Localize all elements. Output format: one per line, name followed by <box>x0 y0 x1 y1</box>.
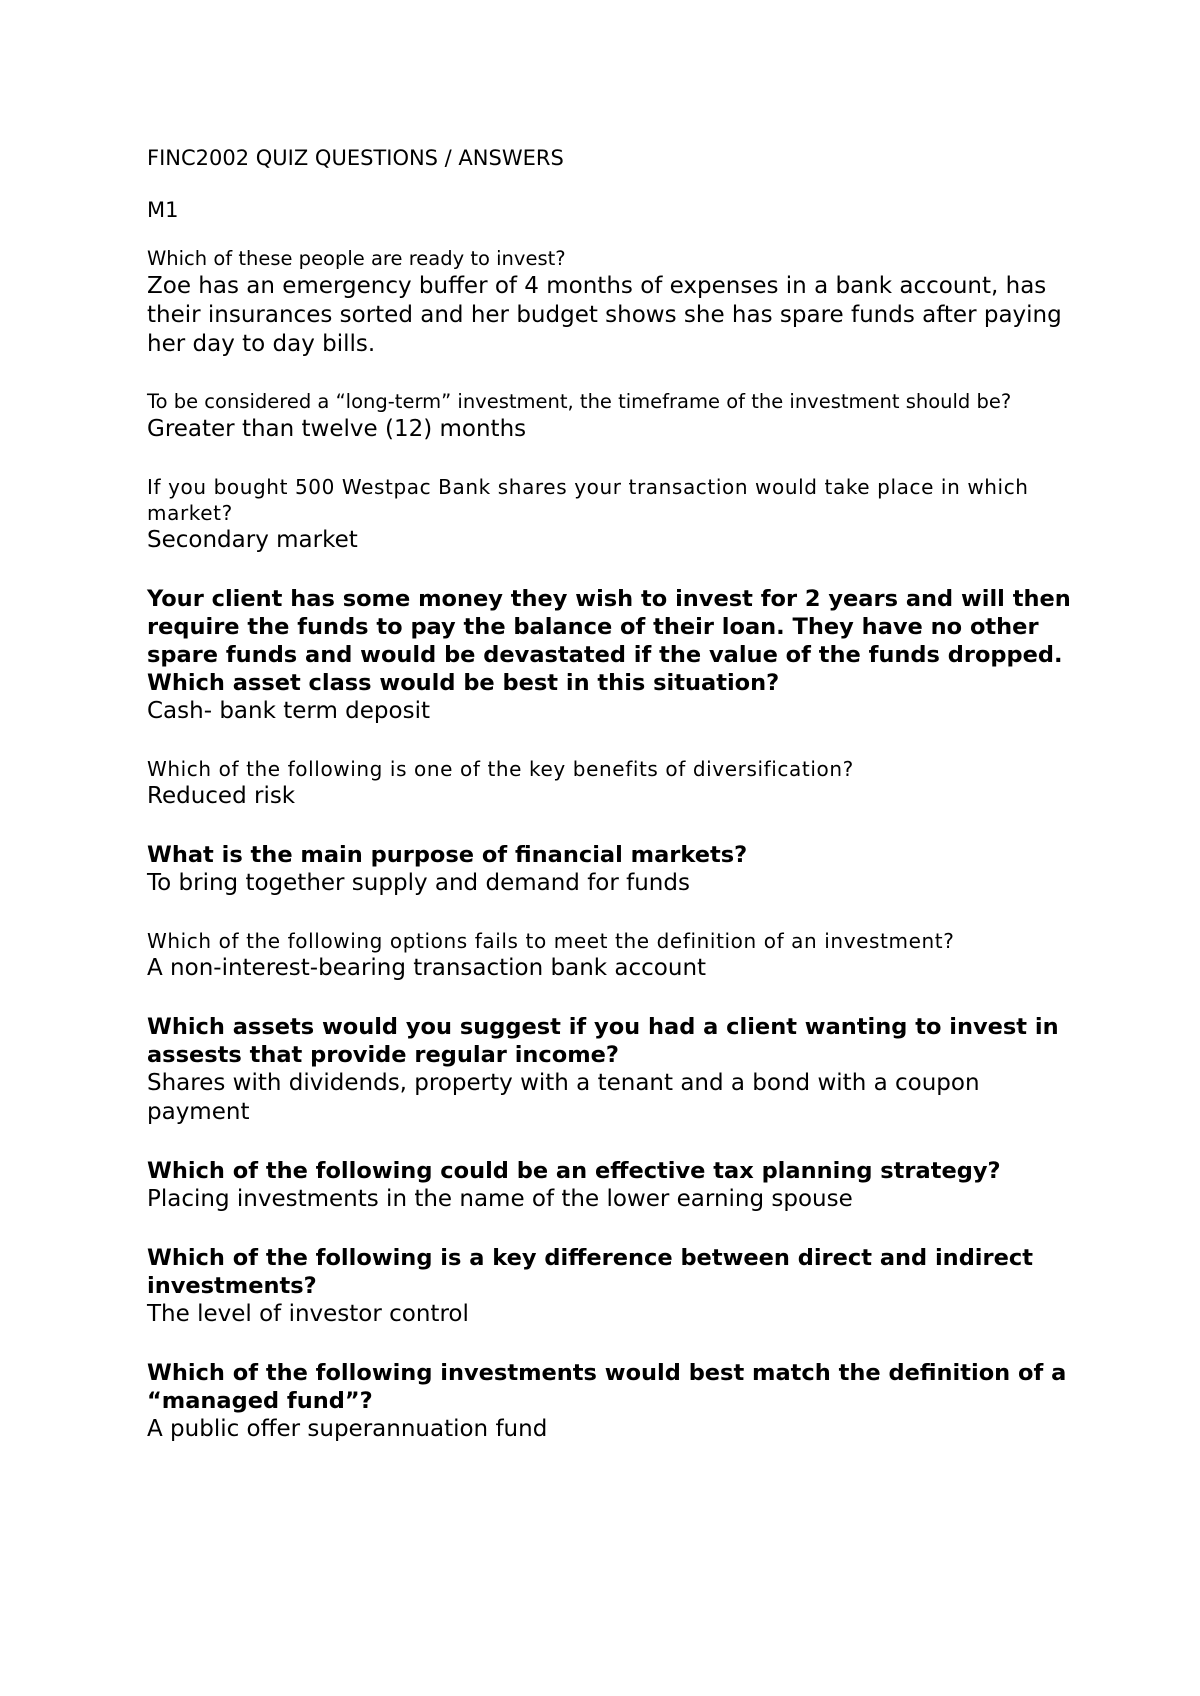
qa-item <box>147 1157 1077 1214</box>
question-text: To be considered a “long-term” investment, the timeframe of the investment should be? <box>147 390 1012 413</box>
question-text: Which of the following options fails to meet the definition of an investment? <box>147 929 955 953</box>
answer-text: To bring together supply and demand for funds <box>147 870 690 896</box>
question-text: Which assets would you suggest if you had a client wanting to invest in assests that provide regular income? <box>147 1014 1059 1068</box>
answer-text: Greater than twelve (12) months <box>147 416 527 442</box>
answer-text: Secondary market <box>147 527 358 553</box>
question-text: What is the main purpose of financial markets? <box>147 842 748 868</box>
answer-text: Reduced risk <box>147 783 296 809</box>
question-text: Which of the following could be an effective tax planning strategy? <box>147 1158 1001 1184</box>
answer-text: Zoe has an emergency buffer of 4 months of expenses in a bank account, has their insurances sorted and her budget shows she has spare funds after paying her day to day bills. <box>147 273 1062 357</box>
answer-text: A non-interest-bearing transaction bank account <box>147 955 707 981</box>
question-text: If you bought 500 Westpac Bank shares your transaction would take place in which market? <box>147 475 1029 525</box>
answer-text: A public offer superannuation fund <box>147 1416 548 1442</box>
document-page <box>147 143 1077 1474</box>
question-text: Which of these people are ready to invest? <box>147 247 566 270</box>
qa-item <box>147 474 1077 555</box>
qa-item <box>147 1359 1077 1444</box>
question-text: Your client has some money they wish to invest for 2 years and will then require the funds to pay the balance of their loan. They have no other spare funds and would be devastated if the value of the funds dropped. Which asset class would be best in this situation? <box>147 586 1071 696</box>
qa-item <box>147 756 1077 811</box>
qa-item <box>147 585 1077 726</box>
question-text: Which of the following is a key difference between direct and indirect investments? <box>147 1245 1033 1299</box>
answer-text: Cash- bank term deposit <box>147 698 430 724</box>
answer-text: Shares with dividends, property with a tenant and a bond with a coupon payment <box>147 1070 980 1125</box>
document-title: FINC2002 QUIZ QUESTIONS / ANSWERS <box>147 146 564 170</box>
qa-item <box>147 246 1077 359</box>
qa-item <box>147 389 1077 444</box>
module-heading: M1 <box>147 198 179 222</box>
qa-item <box>147 1244 1077 1329</box>
qa-item <box>147 1013 1077 1127</box>
answer-text: Placing investments in the name of the lower earning spouse <box>147 1186 853 1212</box>
qa-item <box>147 841 1077 898</box>
question-text: Which of the following investments would best match the definition of a “managed fund”? <box>147 1360 1067 1414</box>
qa-item <box>147 928 1077 983</box>
question-text: Which of the following is one of the key benefits of diversification? <box>147 757 854 781</box>
answer-text: The level of investor control <box>147 1301 469 1327</box>
